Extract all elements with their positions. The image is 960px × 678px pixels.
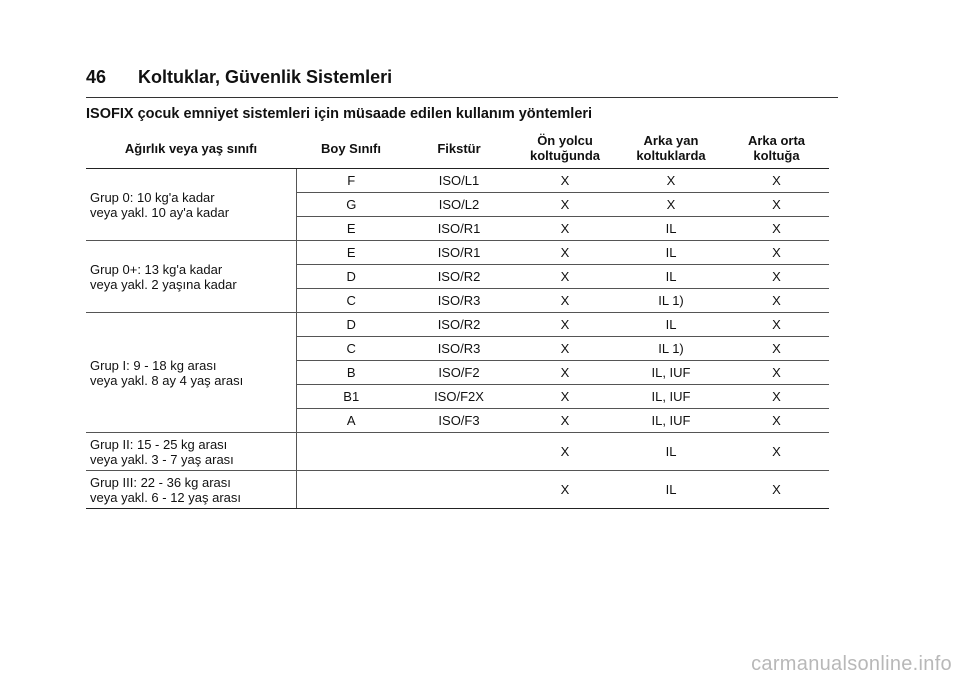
- table-cell: E: [296, 217, 406, 241]
- section-title: ISOFIX çocuk emniyet sistemleri için müsaade edilen kullanım yöntemleri: [86, 106, 593, 122]
- group-label-line: veya yakl. 8 ay 4 yaş arası: [90, 372, 244, 388]
- table-cell: X: [724, 361, 829, 385]
- table-row: [86, 241, 829, 265]
- group-label-line: Grup III: 22 - 36 kg arası: [90, 474, 231, 490]
- table-cell: X: [724, 289, 829, 313]
- group-label-line: veya yakl. 3 - 7 yaş arası: [90, 451, 234, 467]
- col-header-rear-outboard: Arka yan koltuklarda: [618, 128, 724, 169]
- table-cell: ISO/F2: [406, 361, 512, 385]
- table-cell: X: [512, 169, 618, 193]
- table-cell: [296, 433, 406, 471]
- col-header-front-passenger: Ön yolcu koltuğunda: [512, 128, 618, 169]
- table-cell: X: [724, 169, 829, 193]
- table-cell: X: [724, 409, 829, 433]
- table-cell: IL: [618, 471, 724, 509]
- table-cell: E: [296, 241, 406, 265]
- table-cell: X: [512, 361, 618, 385]
- table-cell: D: [296, 265, 406, 289]
- table-cell: ISO/R3: [406, 289, 512, 313]
- table-cell: ISO/F3: [406, 409, 512, 433]
- table-body: [86, 169, 829, 509]
- group-label-cell: [86, 169, 296, 241]
- table-cell: X: [724, 241, 829, 265]
- group-label-line: veya yakl. 10 ay'a kadar: [90, 204, 230, 220]
- chapter-title: Koltuklar, Güvenlik Sistemleri: [138, 67, 393, 87]
- table-cell: IL 1): [618, 337, 724, 361]
- table-cell: C: [296, 289, 406, 313]
- table-cell: C: [296, 337, 406, 361]
- table-cell: X: [724, 385, 829, 409]
- isofix-table: [86, 128, 829, 509]
- table-cell: X: [724, 193, 829, 217]
- table-cell: ISO/R2: [406, 313, 512, 337]
- col-header-fixture: Fikstür: [406, 128, 512, 169]
- table-cell: ISO/L2: [406, 193, 512, 217]
- page-number: 46: [86, 67, 107, 87]
- table-cell: X: [512, 313, 618, 337]
- table-cell: IL, IUF: [618, 361, 724, 385]
- table-cell: X: [512, 409, 618, 433]
- group-label-cell: [86, 241, 296, 313]
- table-cell: X: [618, 169, 724, 193]
- table-cell: X: [724, 337, 829, 361]
- table-row: [86, 313, 829, 337]
- group-label-line: Grup I: 9 - 18 kg arası: [90, 357, 217, 373]
- group-label-line: Grup II: 15 - 25 kg arası: [90, 436, 228, 452]
- table-cell: X: [724, 471, 829, 509]
- watermark: carmanualsonline.info: [751, 653, 952, 675]
- table-cell: X: [724, 433, 829, 471]
- group-label-cell: [86, 433, 296, 471]
- table-row: [86, 471, 829, 509]
- group-label-cell: [86, 313, 296, 433]
- table-cell: ISO/R3: [406, 337, 512, 361]
- table-cell: X: [512, 265, 618, 289]
- table-cell: ISO/L1: [406, 169, 512, 193]
- table-cell: IL 1): [618, 289, 724, 313]
- table-header-row: [86, 128, 829, 169]
- table-cell: ISO/F2X: [406, 385, 512, 409]
- group-label-line: Grup 0+: 13 kg'a kadar: [90, 261, 223, 277]
- table-cell: IL: [618, 313, 724, 337]
- table-cell: ISO/R1: [406, 241, 512, 265]
- table-cell: X: [724, 217, 829, 241]
- table-cell: F: [296, 169, 406, 193]
- table-cell: IL, IUF: [618, 409, 724, 433]
- table-cell: IL: [618, 241, 724, 265]
- header-divider: [86, 97, 838, 98]
- table-cell: X: [512, 217, 618, 241]
- table-row: [86, 169, 829, 193]
- table-cell: ISO/R1: [406, 217, 512, 241]
- table-cell: X: [618, 193, 724, 217]
- col-header-size-class: Boy Sınıfı: [296, 128, 406, 169]
- col-header-rear-center: Arka orta koltuğa: [724, 128, 829, 169]
- group-label-line: Grup 0: 10 kg'a kadar: [90, 189, 215, 205]
- table-cell: X: [724, 265, 829, 289]
- table-cell: IL: [618, 217, 724, 241]
- table-cell: X: [512, 385, 618, 409]
- table-cell: X: [512, 241, 618, 265]
- table-cell: B: [296, 361, 406, 385]
- col-header-weight-class: Ağırlık veya yaş sınıfı: [86, 128, 296, 169]
- table-cell: D: [296, 313, 406, 337]
- table-cell: X: [512, 289, 618, 313]
- group-label-cell: [86, 471, 296, 509]
- table-cell: ISO/R2: [406, 265, 512, 289]
- table-cell: X: [512, 193, 618, 217]
- table-cell: A: [296, 409, 406, 433]
- table-cell: [406, 471, 512, 509]
- table-cell: [406, 433, 512, 471]
- page-header: [86, 66, 838, 88]
- table-cell: B1: [296, 385, 406, 409]
- table-cell: X: [512, 433, 618, 471]
- table-cell: IL: [618, 265, 724, 289]
- table-cell: IL: [618, 433, 724, 471]
- table-cell: IL, IUF: [618, 385, 724, 409]
- table-cell: G: [296, 193, 406, 217]
- table-row: [86, 433, 829, 471]
- table-cell: [296, 471, 406, 509]
- group-label-line: veya yakl. 6 - 12 yaş arası: [90, 489, 242, 505]
- table-cell: X: [512, 471, 618, 509]
- group-label-line: veya yakl. 2 yaşına kadar: [90, 276, 237, 292]
- table-cell: X: [512, 337, 618, 361]
- table-cell: X: [724, 313, 829, 337]
